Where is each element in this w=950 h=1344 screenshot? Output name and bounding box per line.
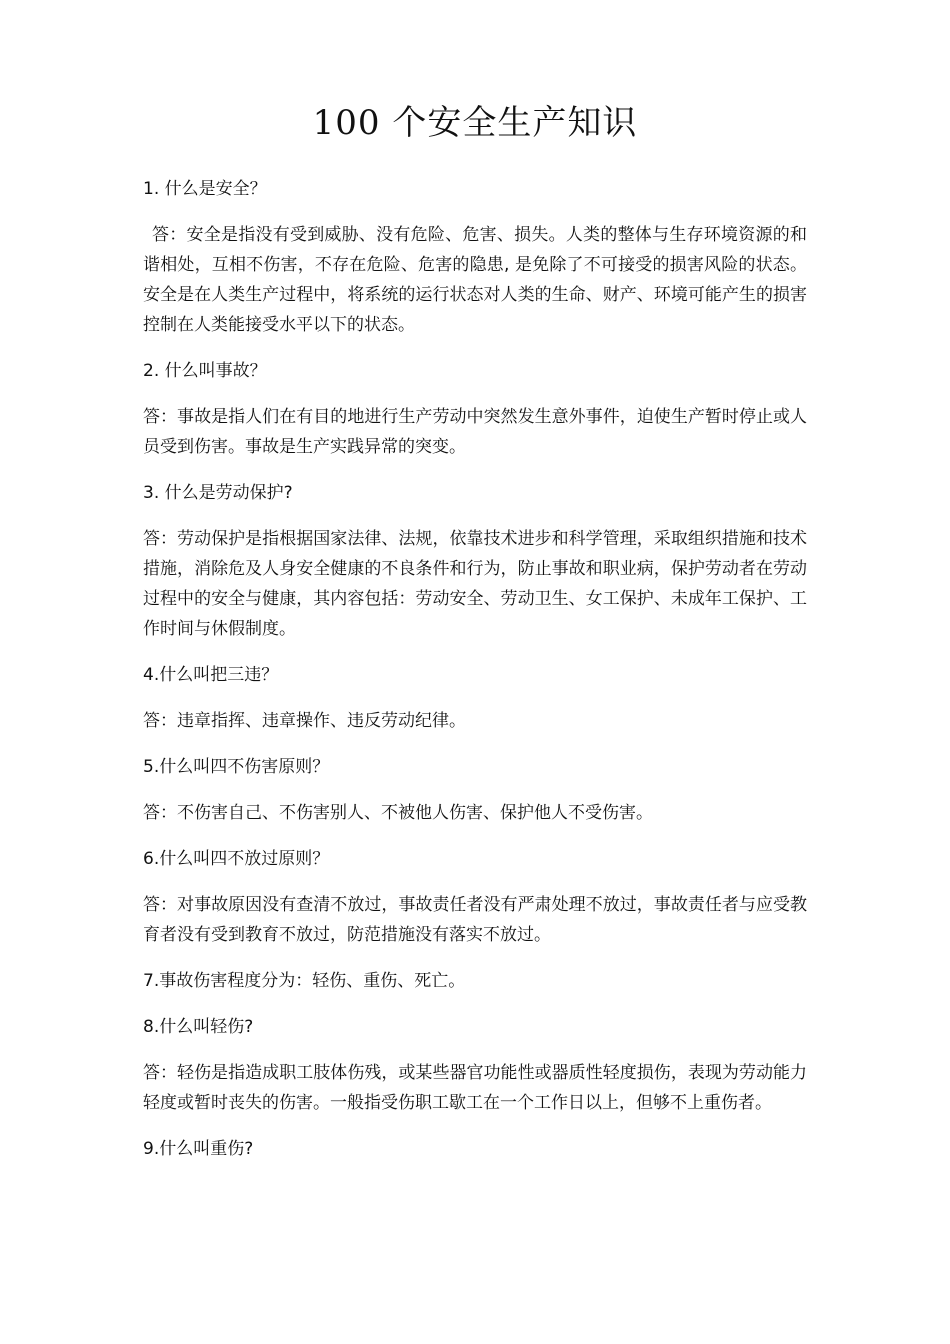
question-6: 6.什么叫四不放过原则？: [143, 849, 330, 869]
answer-6: 答：对事故原因没有查清不放过，事故责任者没有严肃处理不放过，事故责任者与应受教育者没有受到教育不放过，防范措施没有落实不放过。: [143, 895, 807, 945]
document-body: [143, 174, 807, 1180]
question-3: 3. 什么是劳动保护?: [143, 483, 293, 503]
answer-8: 答：轻伤是指造成职工肢体伤残，或某些器官功能性或器质性轻度损伤，表现为劳动能力轻度或暂时丧失的伤害。一般指受伤职工歇工在一个工作日以上，但够不上重伤者。: [143, 1063, 807, 1113]
question-9: 9.什么叫重伤?: [143, 1139, 254, 1159]
answer-2: 答：事故是指人们在有目的地进行生产劳动中突然发生意外事件，迫使生产暂时停止或人员受到伤害。事故是生产实践异常的突变。: [143, 407, 807, 457]
answer-1: 答：安全是指没有受到威胁、没有危险、危害、损失。人类的整体与生存环境资源的和谐相处，互相不伤害，不存在危险、危害的隐患, 是免除了不可接受的损害风险的状态。安全是在人类生产过程中，将系统的运行状态对人类的生命、财产、环境可能产生的损害控制在人类能接受水平以下的状态。: [143, 225, 807, 335]
answer-5: 答：不伤害自己、不伤害别人、不被他人伤害、保护他人不受伤害。: [143, 803, 653, 823]
question-2: 2. 什么叫事故？: [143, 361, 267, 381]
document-title: 100 个安全生产知识: [312, 103, 638, 143]
statement-7: 7.事故伤害程度分为：轻伤、重伤、死亡。: [143, 971, 466, 991]
question-1: 1. 什么是安全？: [143, 179, 267, 199]
answer-3: 答：劳动保护是指根据国家法律、法规，依靠技术进步和科学管理，采取组织措施和技术措施，消除危及人身安全健康的不良条件和行为，防止事故和职业病，保护劳动者在劳动过程中的安全与健康，其内容包括：劳动安全、劳动卫生、女工保护、未成年工保护、工作时间与休假制度。: [143, 529, 807, 639]
answer-4: 答：违章指挥、违章操作、违反劳动纪律。: [143, 711, 466, 731]
question-8: 8.什么叫轻伤?: [143, 1017, 254, 1037]
question-5: 5.什么叫四不伤害原则？: [143, 757, 330, 777]
question-4: 4.什么叫把三违？: [143, 665, 279, 685]
